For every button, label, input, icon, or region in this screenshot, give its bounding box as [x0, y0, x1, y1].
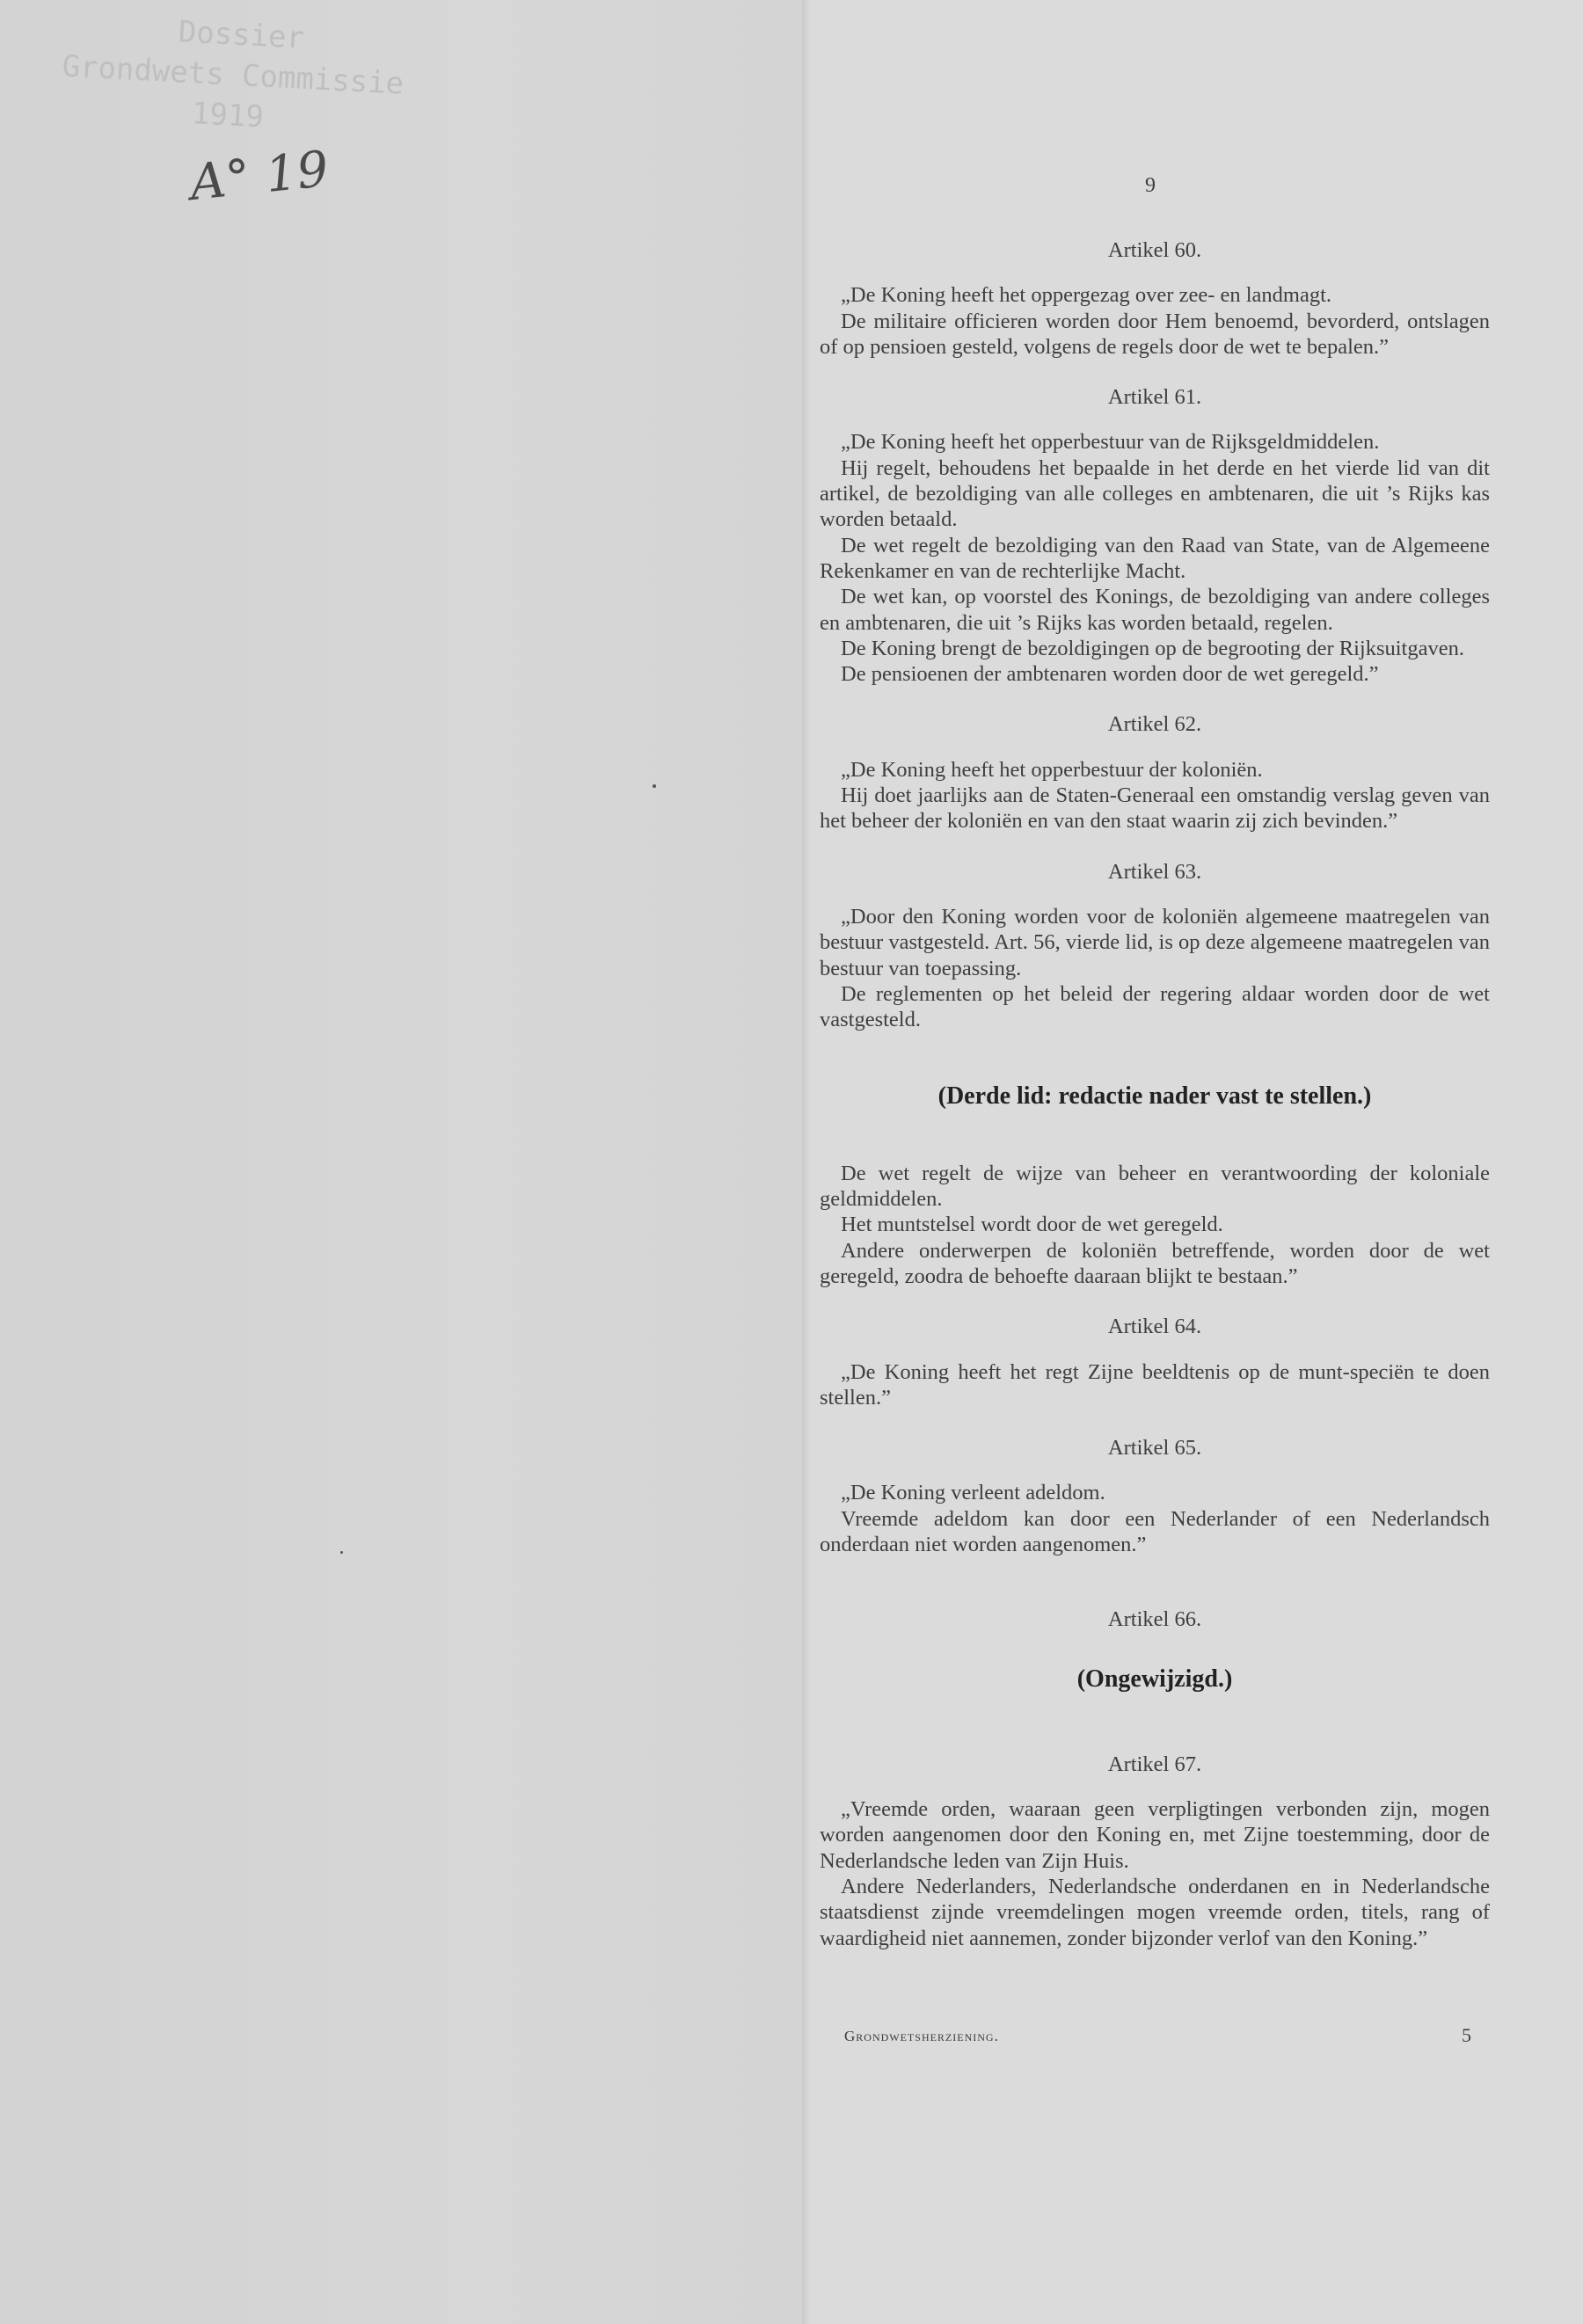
- article-paragraph: De Koning brengt de bezoldigingen op de begrooting der Rijksuitgaven.: [841, 636, 1464, 660]
- article-paragraph: De militaire officieren worden door Hem benoemd, bevorderd, ontslagen of op pensioen gesteld, volgens de regels door de wet te bepalen.”: [820, 309, 1490, 359]
- article-paragraph: „De Koning heeft het opperbestuur van de Rijksgeldmiddelen.: [841, 430, 1380, 455]
- article-66: [820, 1606, 1490, 1692]
- editorial-note: (Ongewijzigd.): [1076, 1665, 1233, 1693]
- article-paragraph: De wet regelt de bezoldiging van den Raad van State, van de Algemeene Rekenkamer en van de rechterlijke Macht.: [820, 533, 1490, 583]
- article-heading: Artikel 65.: [1107, 1436, 1202, 1461]
- article-paragraph: De wet regelt de wijze van beheer en verantwoording der koloniale geldmiddelen.: [820, 1161, 1490, 1212]
- page-number: 9: [1145, 174, 1156, 197]
- article-heading: Artikel 64.: [1107, 1315, 1202, 1339]
- archive-stamp: [61, 10, 451, 158]
- stamp-line-3: 1919: [191, 96, 265, 135]
- handwritten-mark: A° 19: [187, 140, 332, 213]
- article-heading: Artikel 60.: [1107, 238, 1202, 262]
- article-65: [820, 1435, 1490, 1557]
- article-paragraph: „De Koning verleent adeldom.: [841, 1481, 1105, 1505]
- stamp-line-2: Grondwets Commissie: [61, 48, 405, 102]
- article-paragraph: „De Koning heeft het oppergezag over zee- en landmagt.: [841, 283, 1332, 308]
- stamp-line-1: Dossier: [177, 14, 306, 56]
- footer-title: Grondwetsherziening.: [844, 2028, 999, 2044]
- article-paragraph: „Vreemde orden, waaraan geen verpligtingen verbonden zijn, mogen worden aangenomen door den Koning en, met Zijne toestemming, door de Nederlandsche leden van Zijn Huis.: [820, 1797, 1490, 1873]
- article-paragraph: Hij doet jaarlijks aan de Staten-Generaal een omstandig verslag geven van het beheer der koloniën en van den staat waarin zij zich bevinden.”: [820, 783, 1490, 834]
- article-paragraph: De wet kan, op voorstel des Konings, de bezoldiging van andere colleges en ambtenaren, die uit ’s Rijks kas worden betaald, regelen.: [820, 585, 1490, 635]
- article-63: [820, 859, 1490, 1290]
- article-paragraph: De pensioenen der ambtenaren worden door de wet geregeld.”: [841, 662, 1379, 687]
- article-column: [820, 176, 1490, 1951]
- article-61: [820, 384, 1490, 687]
- article-67: [820, 1752, 1490, 1951]
- article-64: [820, 1314, 1490, 1410]
- article-60: [820, 237, 1490, 360]
- signature-mark: 5: [1462, 2024, 1471, 2046]
- article-paragraph: Hij regelt, behoudens het bepaalde in het derde en het vierde lid van dit artikel, de bezoldiging van alle colleges en ambtenaren, die uit ’s Rijks kas worden betaald.: [820, 455, 1490, 532]
- sheet-fold: [802, 0, 811, 2324]
- article-paragraph: Andere Nederlanders, Nederlandsche onderdanen en in Nederlandsche staatsdienst zijnde vreemdelingen mogen vreemde orden, titels, rang of waardigheid niet aannemen, zonder bijzonder verlof van den Koning.”: [820, 1875, 1490, 1950]
- article-paragraph: Het muntstelsel wordt door de wet geregeld.: [841, 1213, 1223, 1237]
- article-62: [820, 711, 1490, 834]
- editorial-note: (Derde lid: redactie nader vast te stellen.): [937, 1082, 1372, 1111]
- article-paragraph: De reglementen op het beleid der regering aldaar worden door de wet vastgesteld.: [820, 981, 1490, 1032]
- article-paragraph: „De Koning heeft het regt Zijne beeldtenis op de munt-speciën te doen stellen.”: [820, 1359, 1490, 1410]
- article-heading: Artikel 63.: [1107, 859, 1202, 884]
- article-heading: Artikel 61.: [1107, 385, 1202, 410]
- article-paragraph: Vreemde adeldom kan door een Nederlander of een Nederlandsch onderdaan niet worden aangenomen.”: [820, 1506, 1490, 1556]
- article-paragraph: Andere onderwerpen de koloniën betreffende, worden door de wet geregeld, zoodra de behoefte daaraan blijkt te bestaan.”: [820, 1238, 1490, 1288]
- article-paragraph: „Door den Koning worden voor de koloniën algemeene maatregelen van bestuur vastgesteld. Art. 56, vierde lid, is op deze algemeene maatregelen van bestuur van toepassing.: [820, 904, 1490, 980]
- dust-speck: [340, 1551, 343, 1554]
- dust-speck: [653, 784, 656, 788]
- article-heading: Artikel 66.: [1107, 1607, 1202, 1632]
- article-heading: Artikel 62.: [1107, 712, 1202, 737]
- article-heading: Artikel 67.: [1107, 1752, 1202, 1776]
- article-paragraph: „De Koning heeft het opperbestuur der koloniën.: [841, 757, 1263, 782]
